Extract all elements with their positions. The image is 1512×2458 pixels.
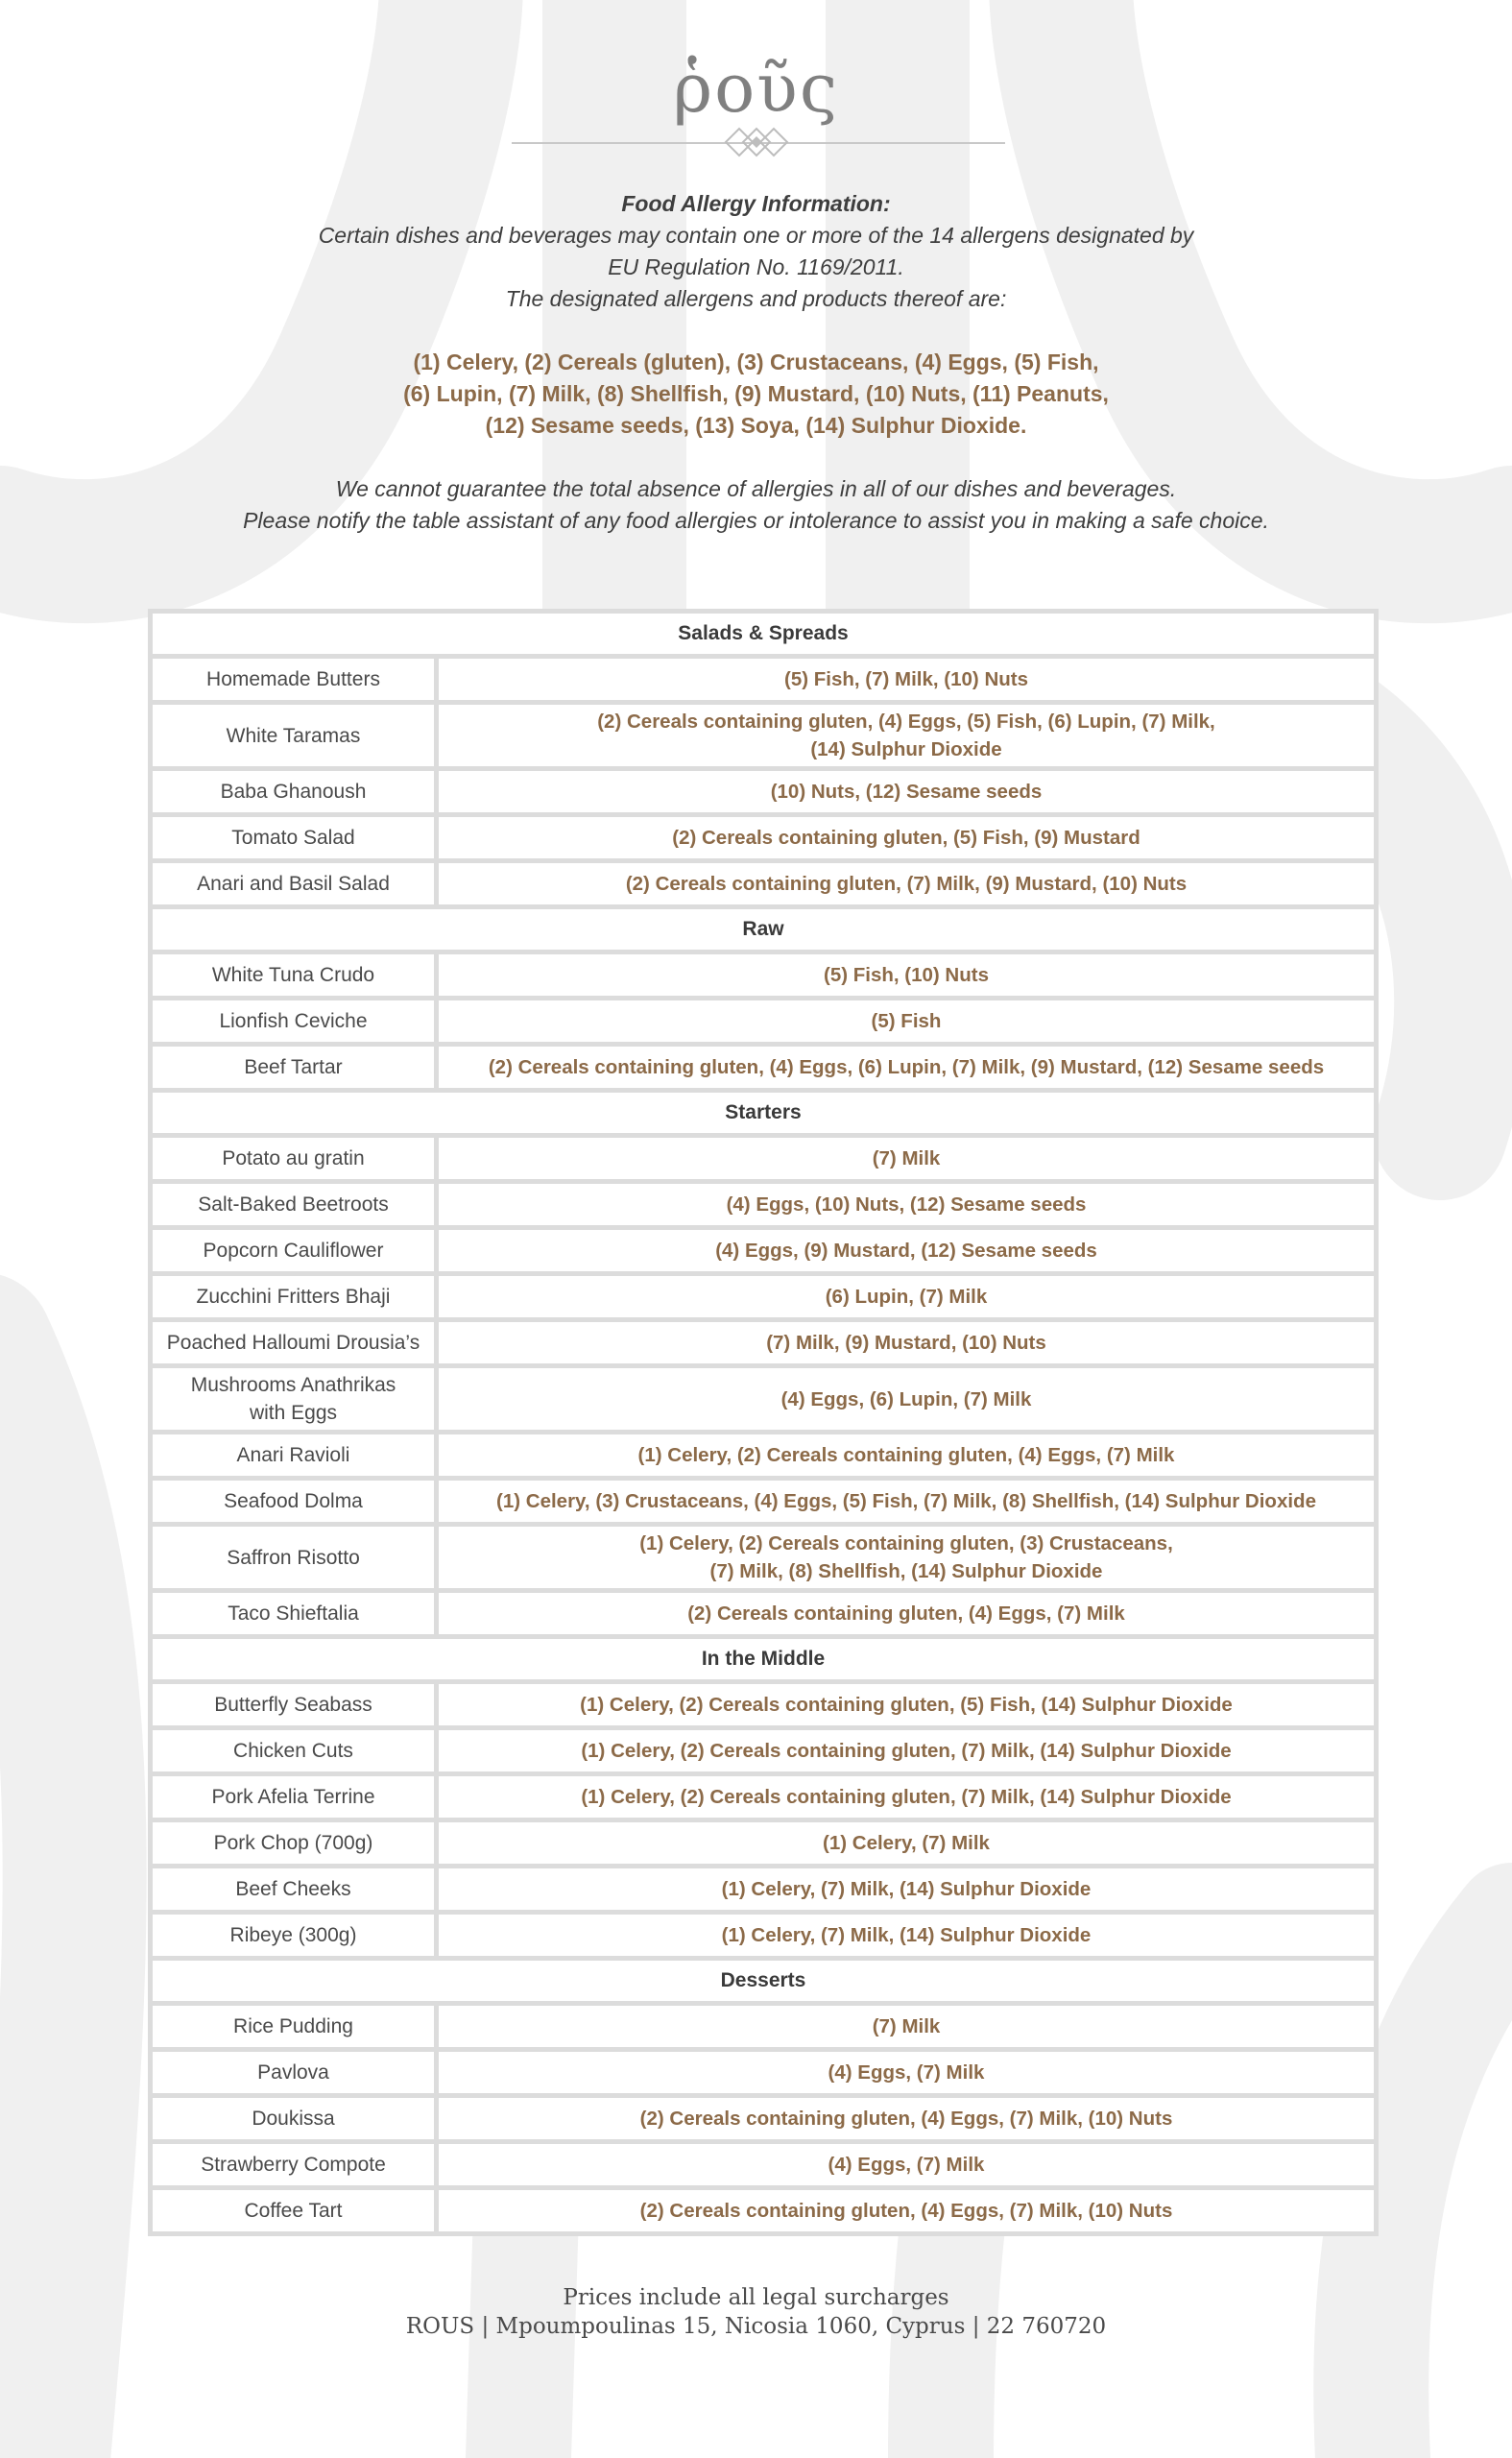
table-row bbox=[153, 1138, 1374, 1184]
dish-allergens: (7) Milk bbox=[439, 2006, 1374, 2052]
dish-name: Chicken Cuts bbox=[153, 1730, 439, 1776]
dish-name: Salt-Baked Beetroots bbox=[153, 1184, 439, 1230]
table-row bbox=[153, 1276, 1374, 1322]
table-row bbox=[153, 1822, 1374, 1868]
dish-allergens bbox=[439, 705, 1374, 771]
table-row bbox=[153, 705, 1374, 771]
dish-name: Anari Ravioli bbox=[153, 1434, 439, 1481]
section-row bbox=[153, 614, 1374, 659]
dish-name: Butterfly Seabass bbox=[153, 1684, 439, 1730]
section-title: In the Middle bbox=[153, 1639, 1374, 1684]
dish-name: Potato au gratin bbox=[153, 1138, 439, 1184]
dish-name: Coffee Tart bbox=[153, 2190, 439, 2231]
intro-line: Certain dishes and beverages may contain one or more of the 14 allergens designated by bbox=[318, 223, 1194, 248]
table-row bbox=[153, 817, 1374, 863]
dish-name-line: Mushrooms Anathrikas bbox=[190, 1374, 396, 1396]
notice-line: We cannot guarantee the total absence of allergies in all of our dishes and beverages. bbox=[335, 476, 1177, 501]
dish-allergens: (4) Eggs, (7) Milk bbox=[439, 2052, 1374, 2098]
table-row bbox=[153, 1776, 1374, 1822]
address-line: ROUS | Mpoumpoulinas 15, Nicosia 1060, Cyprus | 22 760720 bbox=[405, 2314, 1107, 2339]
dish-allergens: (2) Cereals containing gluten, (5) Fish, (9) Mustard bbox=[439, 817, 1374, 863]
dish-name: Homemade Butters bbox=[153, 659, 439, 705]
dish-name: Poached Halloumi Drousia’s bbox=[153, 1322, 439, 1368]
dish-allergens: (4) Eggs, (6) Lupin, (7) Milk bbox=[439, 1368, 1374, 1434]
allergens-line: (14) Sulphur Dioxide bbox=[810, 738, 1002, 760]
dish-name: Seafood Dolma bbox=[153, 1481, 439, 1527]
table-row bbox=[153, 1322, 1374, 1368]
dish-allergens: (1) Celery, (2) Cereals containing gluten, (7) Milk, (14) Sulphur Dioxide bbox=[439, 1730, 1374, 1776]
dish-allergens: (5) Fish, (10) Nuts bbox=[439, 954, 1374, 1000]
dish-name: Pork Afelia Terrine bbox=[153, 1776, 439, 1822]
dish-allergens: (1) Celery, (7) Milk bbox=[439, 1822, 1374, 1868]
table-row bbox=[153, 954, 1374, 1000]
allergen-list-line: (1) Celery, (2) Cereals (gluten), (3) Crustaceans, (4) Eggs, (5) Fish, bbox=[413, 349, 1099, 374]
allergen-list bbox=[0, 347, 1512, 442]
table-row bbox=[153, 1047, 1374, 1093]
dish-allergens: (2) Cereals containing gluten, (4) Eggs, (7) Milk bbox=[439, 1593, 1374, 1639]
logo bbox=[0, 40, 1512, 136]
table-row bbox=[153, 1368, 1374, 1434]
allergen-list-line: (12) Sesame seeds, (13) Soya, (14) Sulphur Dioxide. bbox=[485, 413, 1027, 438]
dish-name: Ribeye (300g) bbox=[153, 1915, 439, 1961]
dish-allergens: (7) Milk, (9) Mustard, (10) Nuts bbox=[439, 1322, 1374, 1368]
footer bbox=[0, 2283, 1512, 2341]
dish-allergens: (2) Cereals containing gluten, (4) Eggs, (6) Lupin, (7) Milk, (9) Mustard, (12) Sesame seeds bbox=[439, 1047, 1374, 1093]
dish-name: Doukissa bbox=[153, 2098, 439, 2144]
allergy-notice bbox=[0, 473, 1512, 537]
allergy-title: Food Allergy Information: bbox=[621, 191, 891, 216]
table-row bbox=[153, 2190, 1374, 2231]
dish-allergens: (4) Eggs, (7) Milk bbox=[439, 2144, 1374, 2190]
section-row bbox=[153, 1961, 1374, 2006]
section-row bbox=[153, 909, 1374, 954]
dish-name: Pork Chop (700g) bbox=[153, 1822, 439, 1868]
dish-allergens: (10) Nuts, (12) Sesame seeds bbox=[439, 771, 1374, 817]
dish-allergens: (5) Fish bbox=[439, 1000, 1374, 1047]
table-row bbox=[153, 2052, 1374, 2098]
dish-allergens: (2) Cereals containing gluten, (4) Eggs, (7) Milk, (10) Nuts bbox=[439, 2098, 1374, 2144]
dish-name-line: with Eggs bbox=[249, 1402, 338, 1424]
table-row bbox=[153, 1000, 1374, 1047]
section-row bbox=[153, 1093, 1374, 1138]
dish-name: Strawberry Compote bbox=[153, 2144, 439, 2190]
notice-line: Please notify the table assistant of any food allergies or intolerance to assist you in making a safe choice. bbox=[243, 508, 1269, 533]
dish-name bbox=[153, 1368, 439, 1434]
dish-allergens: (1) Celery, (2) Cereals containing gluten, (4) Eggs, (7) Milk bbox=[439, 1434, 1374, 1481]
dish-name: Zucchini Fritters Bhaji bbox=[153, 1276, 439, 1322]
dish-allergens bbox=[439, 1527, 1374, 1593]
table-row bbox=[153, 2144, 1374, 2190]
dish-allergens: (1) Celery, (3) Crustaceans, (4) Eggs, (5) Fish, (7) Milk, (8) Shellfish, (14) Sulphur Dioxide bbox=[439, 1481, 1374, 1527]
table-row bbox=[153, 1730, 1374, 1776]
table-row bbox=[153, 1434, 1374, 1481]
dish-name: Lionfish Ceviche bbox=[153, 1000, 439, 1047]
dish-name: Saffron Risotto bbox=[153, 1527, 439, 1593]
dish-name: Anari and Basil Salad bbox=[153, 863, 439, 909]
section-title: Salads & Spreads bbox=[153, 614, 1374, 659]
dish-allergens: (1) Celery, (2) Cereals containing gluten, (5) Fish, (14) Sulphur Dioxide bbox=[439, 1684, 1374, 1730]
table-row bbox=[153, 1593, 1374, 1639]
dish-name: Pavlova bbox=[153, 2052, 439, 2098]
allergens-line: (7) Milk, (8) Shellfish, (14) Sulphur Dioxide bbox=[709, 1560, 1103, 1582]
diamond-ornament-icon bbox=[722, 125, 791, 159]
intro-line: EU Regulation No. 1169/2011. bbox=[608, 254, 904, 279]
table-row bbox=[153, 1230, 1374, 1276]
dish-name: Tomato Salad bbox=[153, 817, 439, 863]
dish-name: Beef Tartar bbox=[153, 1047, 439, 1093]
dish-allergens: (4) Eggs, (9) Mustard, (12) Sesame seeds bbox=[439, 1230, 1374, 1276]
dish-allergens: (5) Fish, (7) Milk, (10) Nuts bbox=[439, 659, 1374, 705]
dish-allergens: (2) Cereals containing gluten, (4) Eggs, (7) Milk, (10) Nuts bbox=[439, 2190, 1374, 2231]
table-row bbox=[153, 1915, 1374, 1961]
table-row bbox=[153, 1684, 1374, 1730]
intro-line: The designated allergens and products thereof are: bbox=[505, 286, 1007, 311]
dish-allergens: (6) Lupin, (7) Milk bbox=[439, 1276, 1374, 1322]
dish-allergens: (1) Celery, (7) Milk, (14) Sulphur Dioxide bbox=[439, 1868, 1374, 1915]
table-row bbox=[153, 1481, 1374, 1527]
dish-name: Popcorn Cauliflower bbox=[153, 1230, 439, 1276]
dish-name: Taco Shieftalia bbox=[153, 1593, 439, 1639]
section-title: Starters bbox=[153, 1093, 1374, 1138]
dish-allergens: (7) Milk bbox=[439, 1138, 1374, 1184]
table-row bbox=[153, 1527, 1374, 1593]
dish-allergens: (1) Celery, (2) Cereals containing gluten, (7) Milk, (14) Sulphur Dioxide bbox=[439, 1776, 1374, 1822]
table-row bbox=[153, 863, 1374, 909]
allergens-line: (2) Cereals containing gluten, (4) Eggs, (5) Fish, (6) Lupin, (7) Milk, bbox=[597, 711, 1215, 733]
table-row bbox=[153, 1184, 1374, 1230]
dish-allergens: (4) Eggs, (10) Nuts, (12) Sesame seeds bbox=[439, 1184, 1374, 1230]
dish-name: White Taramas bbox=[153, 705, 439, 771]
table-row bbox=[153, 1868, 1374, 1915]
table-row bbox=[153, 2006, 1374, 2052]
surcharges-note: Prices include all legal surcharges bbox=[563, 2285, 949, 2310]
section-title: Raw bbox=[153, 909, 1374, 954]
dish-name: Baba Ghanoush bbox=[153, 771, 439, 817]
section-title: Desserts bbox=[153, 1961, 1374, 2006]
table-row bbox=[153, 2098, 1374, 2144]
dish-name: White Tuna Crudo bbox=[153, 954, 439, 1000]
allergy-intro bbox=[0, 188, 1512, 537]
dish-allergens: (1) Celery, (7) Milk, (14) Sulphur Dioxide bbox=[439, 1915, 1374, 1961]
table-row bbox=[153, 771, 1374, 817]
table-row bbox=[153, 659, 1374, 705]
dish-allergens: (2) Cereals containing gluten, (7) Milk, (9) Mustard, (10) Nuts bbox=[439, 863, 1374, 909]
allergens-line: (1) Celery, (2) Cereals containing gluten, (3) Crustaceans, bbox=[639, 1532, 1173, 1554]
logo-text: ῥοῦς bbox=[672, 49, 840, 128]
allergen-table bbox=[148, 609, 1379, 2236]
dish-name: Beef Cheeks bbox=[153, 1868, 439, 1915]
dish-name: Rice Pudding bbox=[153, 2006, 439, 2052]
section-row bbox=[153, 1639, 1374, 1684]
allergen-list-line: (6) Lupin, (7) Milk, (8) Shellfish, (9) Mustard, (10) Nuts, (11) Peanuts, bbox=[403, 381, 1109, 406]
